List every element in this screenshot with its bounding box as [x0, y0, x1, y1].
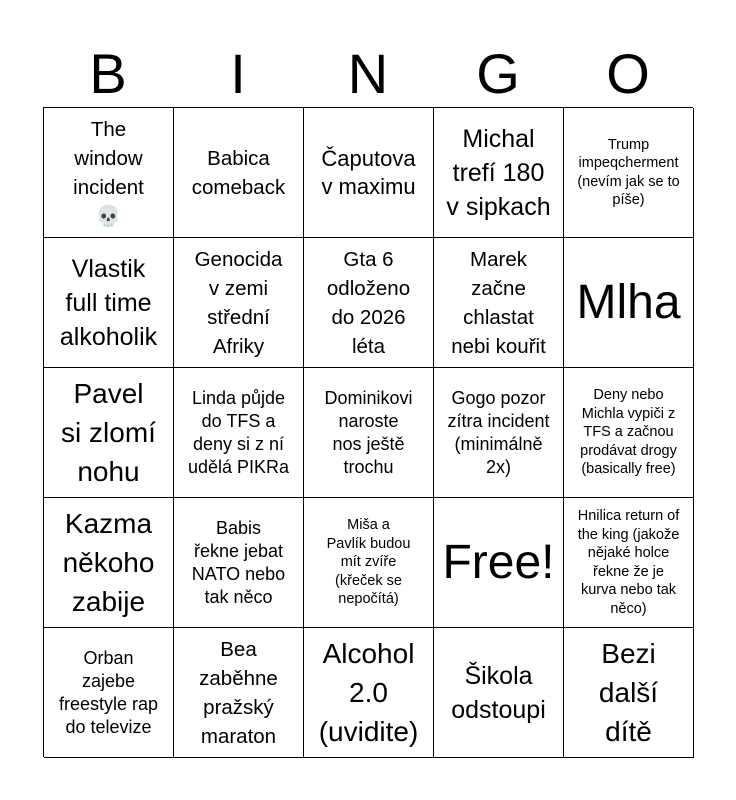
bingo-cell[interactable] — [44, 238, 174, 368]
bingo-cell-text: Hnilica return of the king (jakože nějaké holce řekne že je kurva nebo tak něco) — [577, 508, 680, 617]
bingo-cell-text: Gogo pozor zítra incident (minimálně 2x) — [447, 387, 550, 477]
bingo-cell-text: Marek začne chlastat nebi kouřit — [451, 247, 546, 358]
header-letter-b: B — [89, 42, 127, 105]
bingo-cell[interactable] — [174, 368, 304, 498]
bingo-cell-text: Kazma někoho zabije — [62, 508, 155, 617]
bingo-cell-text: Šikola odstoupi — [451, 661, 546, 724]
bingo-header — [43, 40, 693, 108]
bingo-cell-text: Orban zajebe freestyle rap do televize — [58, 647, 159, 737]
bingo-cell-text: Free! — [442, 535, 555, 589]
bingo-cell[interactable] — [304, 238, 434, 368]
bingo-cell-text: Babica comeback — [191, 146, 286, 199]
bingo-cell-text: Michal trefí 180 v sipkach — [446, 124, 551, 221]
bingo-cell[interactable] — [564, 108, 694, 238]
bingo-cell[interactable] — [174, 238, 304, 368]
bingo-cell-text: The window incident 💀 — [73, 117, 144, 228]
header-letter-o: O — [606, 42, 650, 105]
bingo-cell-text: Vlastik full time alkoholik — [59, 254, 158, 351]
bingo-cell[interactable] — [434, 238, 564, 368]
bingo-cell-text: Bezi další dítě — [598, 638, 659, 747]
header-letter-i: I — [230, 42, 246, 105]
bingo-cell-text: Dominikovi naroste nos ještě trochu — [324, 387, 413, 477]
bingo-cell-text: Čaputova v maximu — [321, 145, 416, 199]
header-letter-g: G — [476, 42, 520, 105]
bingo-cell[interactable] — [174, 628, 304, 758]
bingo-cell[interactable] — [304, 368, 434, 498]
bingo-cell[interactable] — [304, 108, 434, 238]
bingo-cell[interactable] — [174, 498, 304, 628]
bingo-cell-text: Trump impeqcherment (nevím jak se to píše) — [577, 136, 680, 208]
bingo-cell-text: Miša a Pavlík budou mít zvíře (křeček se nepočítá) — [326, 517, 411, 608]
bingo-cell[interactable] — [564, 368, 694, 498]
bingo-cell-text: Bea zaběhne pražský maraton — [199, 637, 278, 748]
bingo-cell[interactable] — [44, 368, 174, 498]
bingo-cell[interactable] — [434, 108, 564, 238]
bingo-cell-text: Genocida v zemi střední Afriky — [194, 247, 283, 358]
bingo-cell-text: Mlha — [576, 275, 681, 329]
bingo-cell[interactable] — [44, 108, 174, 238]
bingo-cell-text: Gta 6 odloženo do 2026 léta — [326, 247, 411, 358]
bingo-cell[interactable] — [44, 628, 174, 758]
bingo-cell[interactable] — [564, 238, 694, 368]
bingo-card — [43, 107, 693, 757]
bingo-cell[interactable] — [304, 498, 434, 628]
bingo-cell-text: Babis řekne jebat NATO nebo tak něco — [191, 517, 286, 607]
header-letter-n: N — [347, 42, 389, 105]
bingo-cell[interactable] — [174, 108, 304, 238]
bingo-cell-text: Deny nebo Michla vypiči z TFS a začnou prodávat drogy (basically free) — [580, 387, 677, 478]
bingo-cell[interactable] — [304, 628, 434, 758]
bingo-cell-text: Pavel si zlomí nohu — [61, 378, 156, 487]
bingo-cell[interactable] — [434, 628, 564, 758]
bingo-cell[interactable] — [434, 368, 564, 498]
bingo-cell[interactable] — [564, 498, 694, 628]
bingo-cell[interactable] — [44, 498, 174, 628]
bingo-cell[interactable] — [434, 498, 564, 628]
bingo-cell[interactable] — [564, 628, 694, 758]
bingo-cell-text: Alcohol 2.0 (uvidite) — [318, 638, 419, 747]
bingo-cell-text: Linda půjde do TFS a deny si z ní udělá PIKRa — [187, 387, 290, 477]
